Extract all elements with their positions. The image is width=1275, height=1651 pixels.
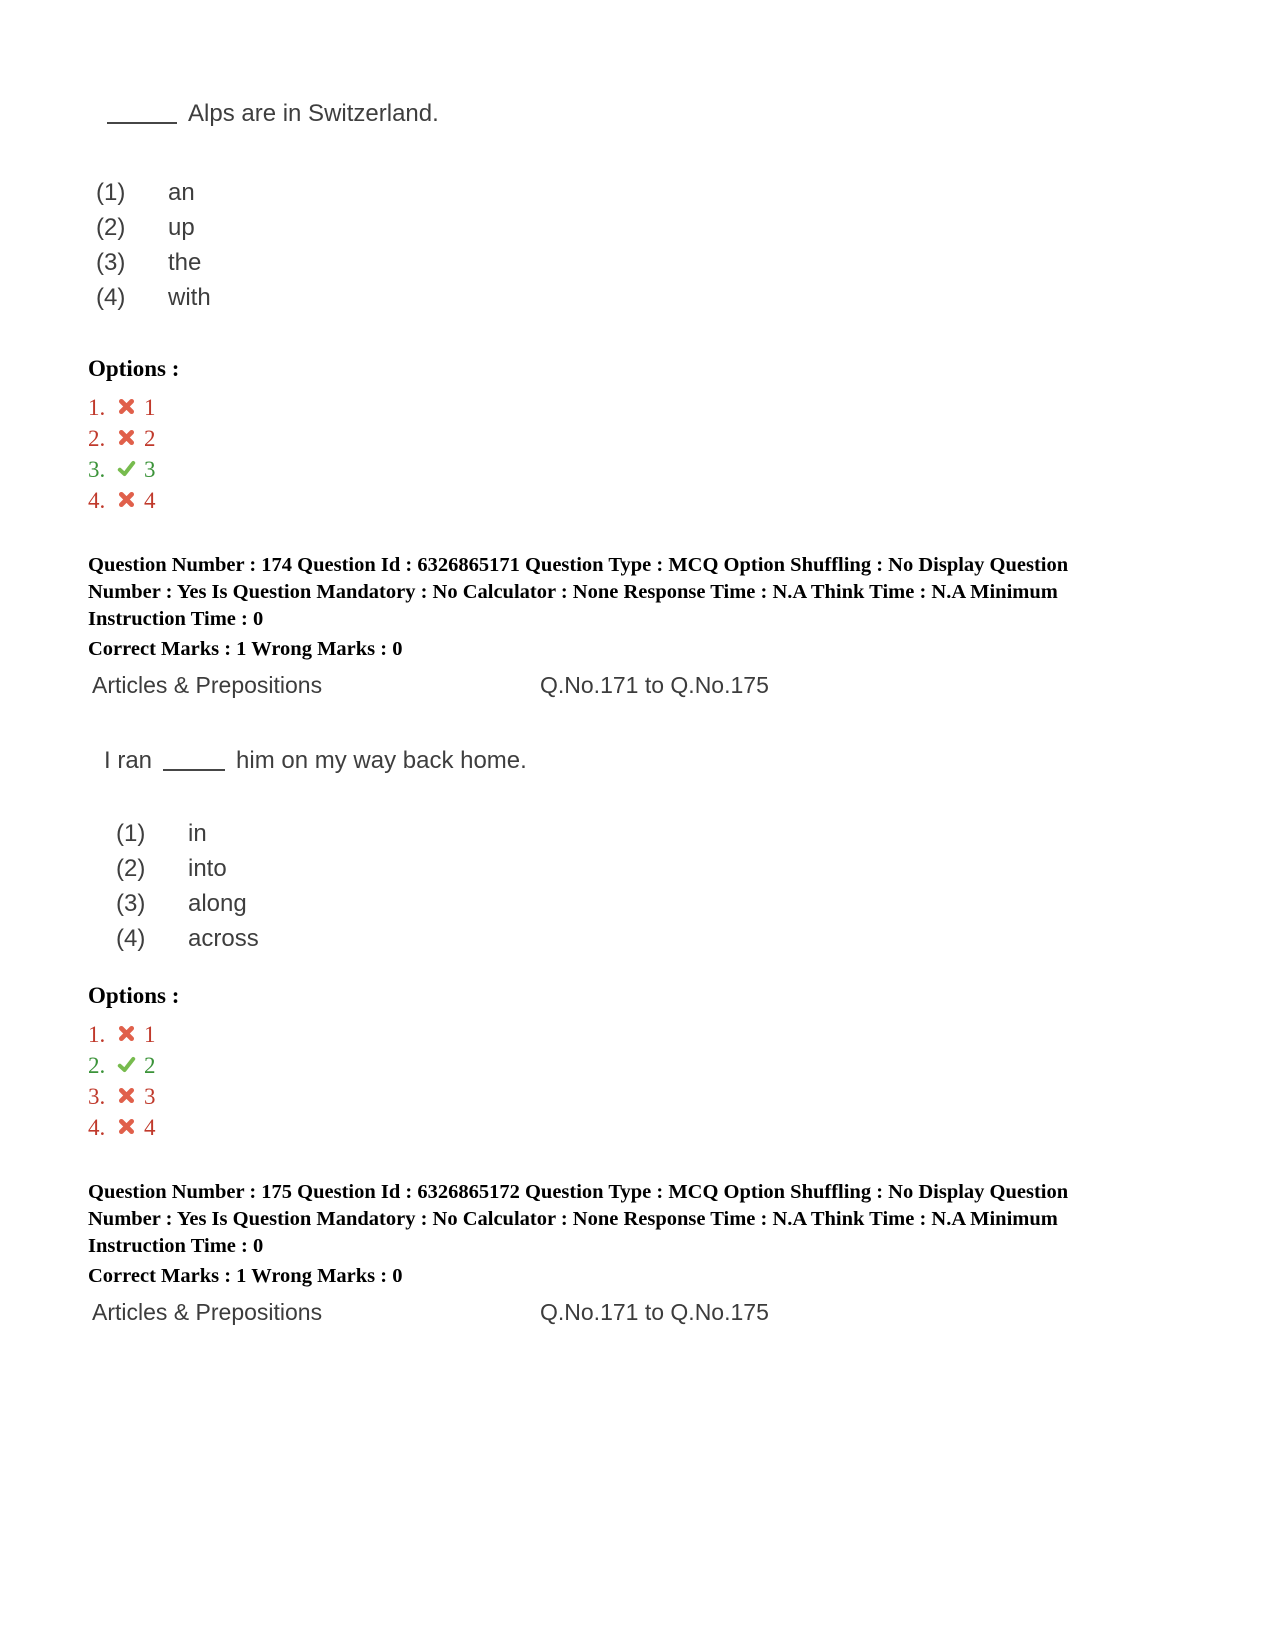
answer-label: 1 <box>144 1022 156 1047</box>
answer-number: 3. <box>88 457 106 482</box>
answer-number: 2. <box>88 426 106 451</box>
choice-label: with <box>168 284 211 311</box>
answer-number: 1. <box>88 395 106 420</box>
answer-label: 2 <box>144 1053 156 1078</box>
cross-icon <box>117 1117 136 1136</box>
answer-label: 1 <box>144 395 156 420</box>
section-question-range: Q.No.171 to Q.No.175 <box>540 1299 769 1325</box>
question-meta-block <box>88 1179 1235 1329</box>
stem-text-after: Alps are in Switzerland. <box>188 100 439 127</box>
answer-label: 4 <box>144 488 156 513</box>
question-stem <box>104 744 1235 778</box>
answer-row <box>88 392 1235 423</box>
choice-number: (4) <box>116 925 146 952</box>
options-heading: Options : <box>88 356 180 381</box>
choice-row <box>96 245 1235 280</box>
marks-info: Correct Marks : 1 Wrong Marks : 0 <box>88 638 403 660</box>
answer-row <box>88 1019 1235 1050</box>
question-meta-block <box>88 552 1235 702</box>
answer-number: 3. <box>88 1084 106 1109</box>
choice-label: into <box>188 855 227 882</box>
cross-icon <box>117 428 136 447</box>
answer-number: 2. <box>88 1053 106 1078</box>
question-answer-block <box>88 97 1235 516</box>
choice-number: (2) <box>96 214 126 241</box>
choice-row <box>116 921 1235 956</box>
choice-row <box>116 816 1235 851</box>
answer-label: 4 <box>144 1115 156 1140</box>
choice-number: (1) <box>116 820 146 847</box>
choice-list <box>96 175 1235 315</box>
choice-list <box>116 816 1235 956</box>
section-question-range: Q.No.171 to Q.No.175 <box>540 672 769 698</box>
choice-number: (2) <box>116 855 146 882</box>
question-answer-block <box>88 744 1235 1143</box>
cross-icon <box>117 1024 136 1043</box>
choice-row <box>116 851 1235 886</box>
stem-text-after: him on my way back home. <box>236 747 527 774</box>
stem-text-before: I ran <box>104 747 153 774</box>
answer-number: 4. <box>88 1115 106 1140</box>
section-header <box>92 1295 1235 1329</box>
cross-icon <box>117 397 136 416</box>
answer-key-list <box>88 1019 1235 1143</box>
answer-label: 3 <box>144 1084 156 1109</box>
question-meta: Question Number : 174 Question Id : 6326865171 Question Type : MCQ Option Shuffling : No Display Question Number : Yes Is Question Mandatory : No Calculator : None Response Time : N.A Think Time : N.A Minimum Instruction Time : 0 <box>88 554 1069 630</box>
answer-row <box>88 1081 1235 1112</box>
choice-row <box>96 210 1235 245</box>
answer-row <box>88 485 1235 516</box>
marks-info: Correct Marks : 1 Wrong Marks : 0 <box>88 1265 403 1287</box>
answer-number: 4. <box>88 488 106 513</box>
choice-number: (3) <box>116 890 146 917</box>
choice-row <box>96 280 1235 315</box>
cross-icon <box>117 490 136 509</box>
choice-label: an <box>168 179 195 206</box>
answer-key-list <box>88 392 1235 516</box>
check-icon <box>117 1055 136 1074</box>
choice-label: the <box>168 249 202 276</box>
fill-in-blank-line <box>107 118 177 124</box>
choice-row <box>116 886 1235 921</box>
answer-row <box>88 454 1235 485</box>
choice-label: in <box>188 820 207 847</box>
question-meta: Question Number : 175 Question Id : 6326865172 Question Type : MCQ Option Shuffling : No Display Question Number : Yes Is Question Mandatory : No Calculator : None Response Time : N.A Think Time : N.A Minimum Instruction Time : 0 <box>88 1181 1069 1257</box>
section-name: Articles & Prepositions <box>92 672 323 698</box>
choice-row <box>96 175 1235 210</box>
question-stem <box>96 97 1235 131</box>
check-icon <box>117 459 136 478</box>
cross-icon <box>117 1086 136 1105</box>
options-heading: Options : <box>88 983 180 1008</box>
choice-label: along <box>188 890 247 917</box>
section-name: Articles & Prepositions <box>92 1299 323 1325</box>
choice-number: (3) <box>96 249 126 276</box>
answer-row <box>88 1050 1235 1081</box>
choice-label: across <box>188 925 259 952</box>
answer-number: 1. <box>88 1022 106 1047</box>
answer-label: 3 <box>144 457 156 482</box>
section-header <box>92 668 1235 702</box>
answer-row <box>88 423 1235 454</box>
answer-row <box>88 1112 1235 1143</box>
choice-number: (1) <box>96 179 126 206</box>
answer-label: 2 <box>144 426 156 451</box>
choice-label: up <box>168 214 195 241</box>
choice-number: (4) <box>96 284 126 311</box>
fill-in-blank-line <box>163 765 225 771</box>
